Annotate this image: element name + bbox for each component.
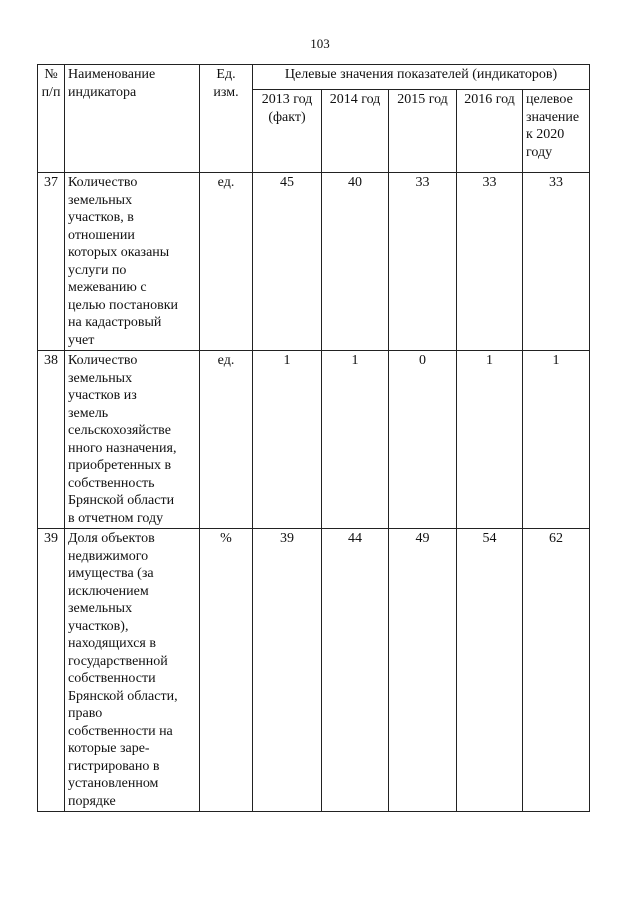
header-year-2014: 2014 год (322, 90, 389, 173)
row-value-2014: 1 (322, 351, 389, 529)
row-name: Количество земельных участков, в отношении которых оказаны услуги по межеванию с целью постановки на кадастровый учет (65, 173, 200, 351)
row-num: 38 (38, 351, 65, 529)
row-value-2015: 49 (389, 529, 457, 812)
row-num: 37 (38, 173, 65, 351)
table-row (38, 173, 590, 351)
row-value-2014: 40 (322, 173, 389, 351)
row-value-target: 62 (523, 529, 590, 812)
row-name: Количество земельных участков из земель сельскохозяйстве нного назначения, приобретенных в собственность Брянской области в отчетном году (65, 351, 200, 529)
header-row-1 (38, 65, 590, 90)
row-name: Доля объектов недвижимого имущества (за исключением земельных участков), находящихся в государственной собственности Брянской области, право собственности на которые заре- гистрировано в установленном порядке (65, 529, 200, 812)
header-target-values: Целевые значения показателей (индикаторов) (253, 65, 590, 90)
row-value-target: 33 (523, 173, 590, 351)
row-unit: ед. (200, 173, 253, 351)
row-value-target: 1 (523, 351, 590, 529)
header-name: Наименование индикатора (65, 65, 200, 173)
header-year-2016: 2016 год (457, 90, 523, 173)
page-number: 103 (310, 36, 330, 51)
row-value-2014: 44 (322, 529, 389, 812)
row-value-2016: 33 (457, 173, 523, 351)
row-num: 39 (38, 529, 65, 812)
table-row (38, 529, 590, 812)
header-unit: Ед. изм. (200, 65, 253, 173)
header-year-2013: 2013 год (факт) (253, 90, 322, 173)
header-num: № п/п (38, 65, 65, 173)
row-value-2015: 33 (389, 173, 457, 351)
row-unit: % (200, 529, 253, 812)
row-value-2013: 39 (253, 529, 322, 812)
header-year-2015: 2015 год (389, 90, 457, 173)
indicators-table (37, 64, 590, 812)
table-row (38, 351, 590, 529)
header-target-2020: целевое значение к 2020 году (523, 90, 590, 173)
row-value-2015: 0 (389, 351, 457, 529)
row-value-2016: 1 (457, 351, 523, 529)
row-value-2013: 1 (253, 351, 322, 529)
row-value-2016: 54 (457, 529, 523, 812)
row-value-2013: 45 (253, 173, 322, 351)
row-unit: ед. (200, 351, 253, 529)
